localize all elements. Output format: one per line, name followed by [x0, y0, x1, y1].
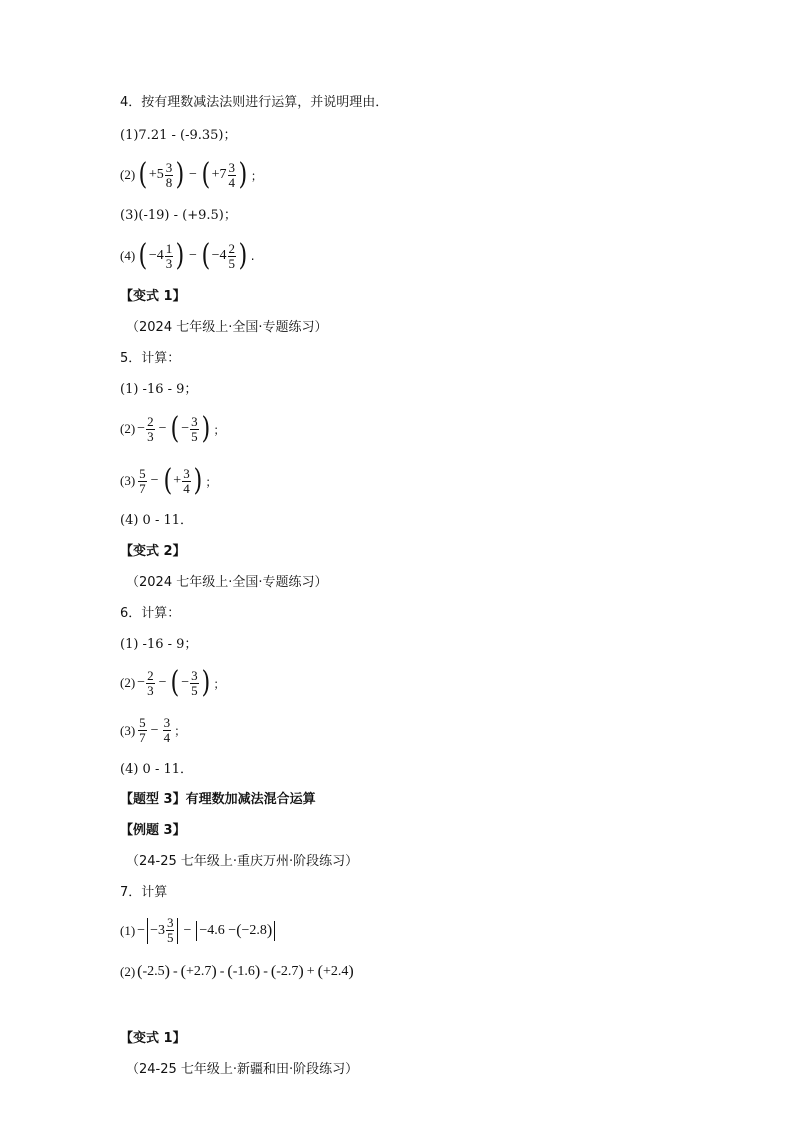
q5-part1: (1) -16 - 9； — [120, 382, 198, 397]
numerator: 5 — [139, 465, 146, 481]
variant-1-heading: 【变式 1】 — [120, 289, 186, 304]
sign: − — [137, 675, 146, 690]
numerator: 2 — [228, 240, 236, 256]
denominator: 5 — [166, 930, 174, 945]
part-label: (2) — [120, 675, 136, 690]
fraction — [182, 467, 191, 496]
q6-title: 6．计算： — [120, 606, 181, 621]
end-punctuation: ； — [174, 724, 187, 738]
q4-part4 — [120, 238, 255, 273]
right-paren: ) — [238, 157, 248, 192]
numerator: 2 — [147, 413, 154, 429]
denominator: 5 — [191, 682, 198, 698]
term: +2.4 — [322, 964, 349, 979]
abs-bar — [177, 918, 178, 944]
q7-part2 — [120, 963, 354, 981]
left-paren: ( — [138, 157, 148, 192]
sign: − — [181, 675, 190, 690]
fraction — [228, 242, 237, 271]
mixed-whole: −4 — [211, 248, 227, 263]
inner-value: −2.8 — [241, 922, 267, 938]
denominator: 3 — [147, 428, 154, 444]
q5-part4: (4) 0 - 11． — [120, 513, 194, 528]
topic-3-heading: 【题型 3】有理数加减法混合运算 — [120, 792, 316, 807]
fraction — [138, 467, 147, 496]
minus-sign: − — [150, 722, 159, 738]
left-paren: ( — [163, 463, 172, 498]
sign: − — [181, 421, 190, 436]
minus-sign: − — [183, 922, 192, 938]
part-label: (3) — [120, 722, 136, 738]
numerator: 3 — [183, 465, 190, 481]
denominator: 5 — [228, 255, 236, 271]
right-paren: ) — [298, 963, 304, 980]
left-paren: ( — [201, 157, 211, 192]
fraction — [165, 161, 174, 190]
left-paren: ( — [227, 963, 233, 980]
minus-sign: − — [189, 167, 197, 182]
denominator: 4 — [163, 730, 171, 745]
denominator: 3 — [165, 255, 173, 271]
fraction — [228, 161, 237, 190]
inner-expression: −4.6 − — [199, 922, 237, 938]
end-punctuation: . — [250, 249, 255, 263]
numerator: 3 — [166, 915, 174, 930]
left-paren: ( — [137, 963, 143, 980]
numerator: 3 — [191, 667, 198, 683]
numerator: 5 — [139, 715, 146, 730]
example-3-heading: 【例题 3】 — [120, 823, 186, 838]
term: -2.5 — [142, 964, 165, 979]
denominator: 4 — [183, 480, 190, 496]
left-paren: ( — [138, 238, 148, 273]
variant-1-source: （2024 七年级上·全国·专题练习） — [126, 320, 328, 335]
fraction — [146, 415, 155, 444]
q4-part2 — [120, 157, 263, 192]
q5-part3 — [120, 463, 218, 498]
operator: - — [219, 964, 225, 979]
term: -2.7 — [276, 964, 299, 979]
q4-part1: (1)7.21 - (-9.35)； — [120, 128, 237, 143]
fraction — [138, 716, 147, 745]
left-paren: ( — [180, 963, 186, 980]
part-label: (2) — [120, 167, 136, 182]
variant-2-heading: 【变式 2】 — [120, 544, 186, 559]
numerator: 3 — [163, 715, 171, 730]
q4-part3: (3)(-19) - (+9.5)； — [120, 208, 237, 223]
q4-title: 4．按有理数减法法则进行运算，并说明理由． — [120, 95, 389, 110]
q5-part2 — [120, 411, 226, 446]
right-paren: ) — [175, 238, 185, 273]
term: -1.6 — [232, 964, 255, 979]
denominator: 7 — [139, 730, 146, 745]
end-punctuation: ； — [213, 676, 226, 691]
left-paren: ( — [317, 963, 323, 980]
sign: − — [137, 421, 146, 436]
end-punctuation: ； — [213, 422, 226, 437]
q7-title: 7．计算 — [120, 885, 168, 900]
q6-part1: (1) -16 - 9； — [120, 637, 198, 652]
part-label: (1) — [120, 922, 136, 938]
left-paren: ( — [170, 665, 180, 700]
right-paren: ) — [238, 238, 248, 273]
mixed-whole: −4 — [148, 248, 164, 263]
left-paren: ( — [270, 963, 277, 980]
right-paren: ) — [201, 411, 210, 446]
mixed-whole: +7 — [211, 167, 227, 182]
left-paren: ( — [236, 921, 242, 939]
right-paren: ) — [266, 921, 273, 939]
fraction — [190, 669, 199, 698]
part-label: (3) — [120, 473, 136, 488]
mixed-whole: −3 — [150, 922, 165, 938]
operator: + — [306, 964, 315, 979]
operator: - — [173, 964, 178, 979]
denominator: 3 — [147, 682, 154, 698]
q6-part2 — [120, 665, 226, 700]
abs-bar — [147, 918, 148, 944]
numerator: 2 — [147, 667, 154, 683]
denominator: 5 — [191, 428, 198, 444]
part-label: (2) — [120, 421, 136, 436]
minus-sign: − — [150, 473, 159, 488]
variant-1b-source: （24-25 七年级上·新疆和田·阶段练习） — [126, 1062, 359, 1077]
minus-sign: − — [158, 675, 167, 690]
fraction — [163, 716, 172, 745]
end-punctuation: ； — [205, 474, 218, 489]
right-paren: ) — [211, 963, 217, 980]
fraction — [166, 916, 175, 945]
right-paren: ) — [201, 665, 210, 700]
right-paren: ) — [254, 963, 261, 980]
denominator: 4 — [228, 174, 236, 190]
sign: − — [137, 922, 146, 938]
sign: + — [173, 473, 182, 488]
left-paren: ( — [170, 411, 180, 446]
variant-2-source: （2024 七年级上·全国·专题练习） — [126, 575, 328, 590]
numerator: 3 — [228, 159, 236, 175]
right-paren: ) — [164, 963, 170, 980]
right-paren: ) — [348, 963, 354, 980]
mixed-whole: +5 — [148, 167, 164, 182]
numerator: 3 — [165, 159, 173, 175]
q5-title: 5．计算： — [120, 351, 181, 366]
denominator: 8 — [165, 174, 173, 190]
variant-1b-heading: 【变式 1】 — [120, 1031, 186, 1046]
abs-bar — [274, 921, 275, 941]
term: +2.7 — [186, 964, 212, 979]
example-3-source: （24-25 七年级上·重庆万州·阶段练习） — [126, 854, 359, 869]
left-paren: ( — [201, 238, 211, 273]
fraction — [146, 669, 155, 698]
numerator: 1 — [165, 240, 173, 256]
end-punctuation: ； — [250, 168, 263, 183]
q7-part1 — [120, 916, 277, 945]
fraction — [165, 242, 174, 271]
q6-part3 — [120, 716, 186, 745]
part-label: (2) — [120, 964, 136, 979]
right-paren: ) — [175, 157, 185, 192]
abs-bar — [196, 921, 197, 941]
q6-part4: (4) 0 - 11． — [120, 762, 194, 777]
minus-sign: − — [189, 248, 197, 263]
operator: - — [263, 964, 268, 979]
fraction — [190, 415, 199, 444]
right-paren: ) — [193, 463, 202, 498]
part-label: (4) — [120, 248, 136, 263]
denominator: 7 — [139, 480, 146, 496]
numerator: 3 — [191, 413, 198, 429]
minus-sign: − — [158, 421, 167, 436]
